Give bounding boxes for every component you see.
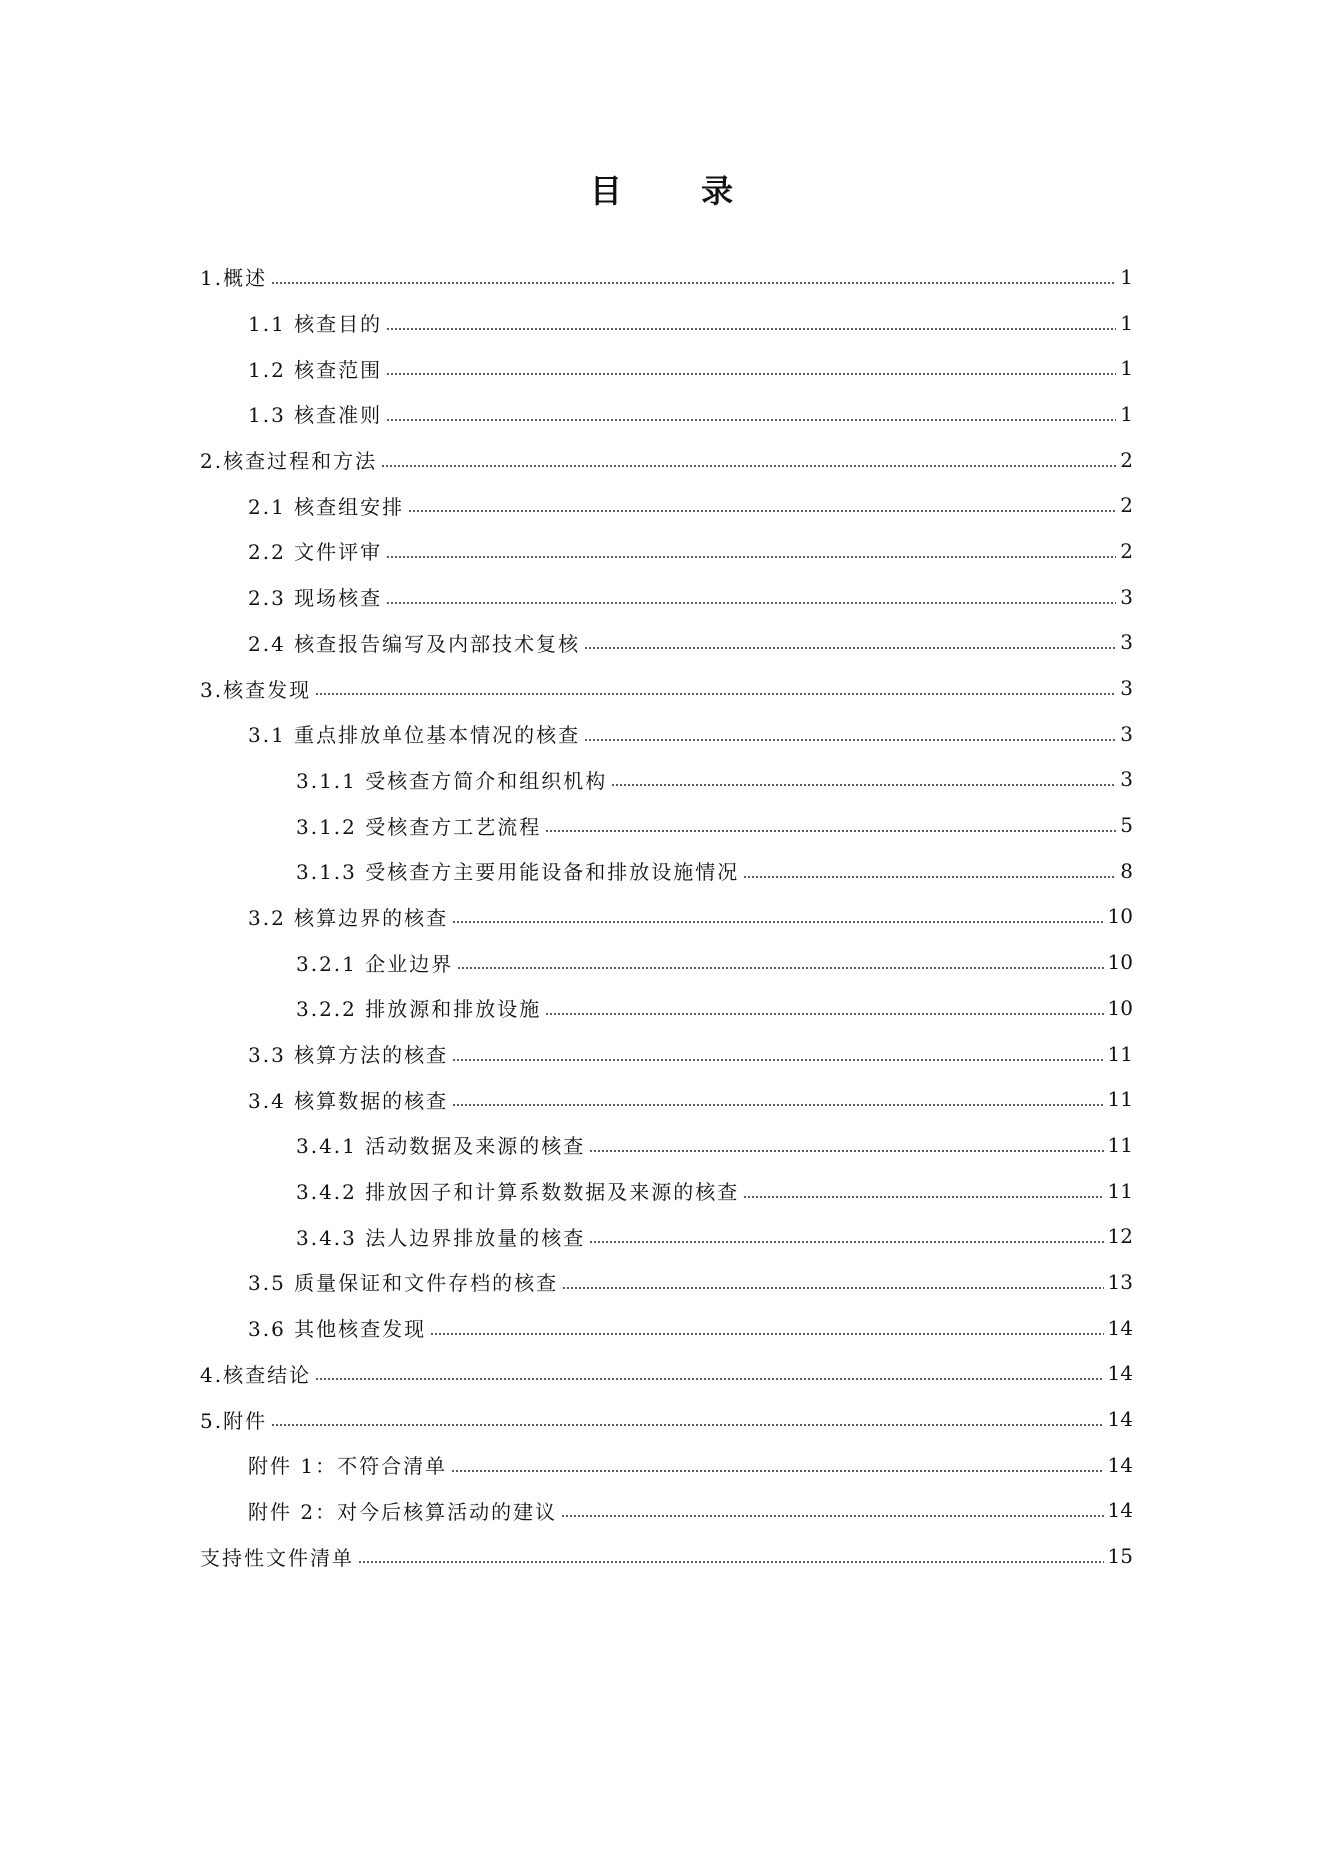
- dot-leader: [315, 1378, 1103, 1380]
- dot-leader: [611, 784, 1116, 786]
- toc-entry-page: 11: [1107, 1087, 1133, 1112]
- dot-leader: [545, 830, 1116, 832]
- dot-leader: [561, 1515, 1103, 1517]
- toc-entry-page: 3: [1120, 630, 1133, 655]
- toc-entry-page: 2: [1120, 447, 1133, 472]
- toc-entry[interactable]: [200, 391, 1133, 437]
- toc-entry-label: 4.核查结论: [200, 1362, 312, 1387]
- dot-leader: [386, 328, 1116, 330]
- toc-entry-page: 13: [1107, 1269, 1133, 1294]
- toc-entry-page: 10: [1107, 904, 1133, 929]
- page-title: 目 录: [589, 172, 768, 210]
- toc-entry-label: 3.2.1 企业边界: [296, 951, 454, 976]
- toc-entry-page: 11: [1107, 1178, 1133, 1203]
- dot-leader: [386, 602, 1116, 604]
- toc-entry[interactable]: [200, 1351, 1133, 1397]
- toc-entry-label: 2.2 文件评审: [248, 540, 383, 565]
- toc-entry[interactable]: [200, 1533, 1133, 1579]
- toc-entry-label: 5.附件: [200, 1408, 268, 1433]
- toc-entry-page: 14: [1107, 1361, 1133, 1386]
- toc-entry-page: 2: [1120, 538, 1133, 563]
- toc-entry-label: 1.2 核查范围: [248, 357, 383, 382]
- dot-leader: [457, 967, 1103, 969]
- toc-entry[interactable]: [200, 1488, 1133, 1534]
- dot-leader: [408, 510, 1116, 512]
- toc-entry-page: 3: [1120, 721, 1133, 746]
- toc-entry[interactable]: [200, 345, 1133, 391]
- dot-leader: [584, 739, 1116, 741]
- toc-entry[interactable]: [200, 757, 1133, 803]
- dot-leader: [386, 373, 1116, 375]
- toc-entry-page: 12: [1107, 1224, 1133, 1249]
- toc-entry[interactable]: [200, 848, 1133, 894]
- toc-entry-label: 3.4.3 法人边界排放量的核查: [296, 1225, 586, 1250]
- toc-entry-label: 3.1.1 受核查方简介和组织机构: [296, 768, 608, 793]
- toc-entry-label: 2.4 核查报告编写及内部技术复核: [248, 631, 581, 656]
- toc-entry-page: 14: [1107, 1452, 1133, 1477]
- dot-leader: [315, 693, 1116, 695]
- toc-entry[interactable]: [200, 802, 1133, 848]
- dot-leader: [452, 921, 1103, 923]
- toc-entry-label: 3.1 重点排放单位基本情况的核查: [248, 723, 581, 748]
- toc-entry-page: 5: [1120, 813, 1133, 838]
- dot-leader: [430, 1333, 1103, 1335]
- toc-entry-label: 3.3 核算方法的核查: [248, 1043, 449, 1068]
- toc-entry-page: 2: [1120, 493, 1133, 518]
- toc-entry-label: 2.1 核查组安排: [248, 494, 405, 519]
- dot-leader: [589, 1150, 1103, 1152]
- toc-entry-label: 3.4.1 活动数据及来源的核查: [296, 1134, 586, 1159]
- toc-entry[interactable]: [200, 1305, 1133, 1351]
- toc-entry-label: 1.概述: [200, 266, 268, 291]
- toc-entry[interactable]: [200, 1168, 1133, 1214]
- toc-entry-page: 14: [1107, 1498, 1133, 1523]
- toc-entry[interactable]: [200, 300, 1133, 346]
- dot-leader: [562, 1287, 1103, 1289]
- toc-entry[interactable]: [200, 985, 1133, 1031]
- toc-entry-page: 1: [1120, 401, 1133, 426]
- toc-entry-page: 3: [1120, 584, 1133, 609]
- dot-leader: [271, 1424, 1103, 1426]
- toc-entry-label: 附件 1：不符合清单: [248, 1454, 448, 1479]
- dot-leader: [545, 1013, 1103, 1015]
- dot-leader: [386, 556, 1116, 558]
- dot-leader: [452, 1059, 1103, 1061]
- toc-entry-label: 3.4.2 排放因子和计算系数数据及来源的核查: [296, 1180, 740, 1205]
- dot-leader: [386, 419, 1116, 421]
- toc-entry-label: 附件 2：对今后核算活动的建议: [248, 1499, 558, 1524]
- toc-entry[interactable]: [200, 939, 1133, 985]
- toc-entry-page: 14: [1107, 1407, 1133, 1432]
- toc-entry[interactable]: [200, 894, 1133, 940]
- toc-entry[interactable]: [200, 1396, 1133, 1442]
- toc-entry-label: 3.核查发现: [200, 677, 312, 702]
- toc-entry-page: 10: [1107, 950, 1133, 975]
- dot-leader: [381, 465, 1116, 467]
- toc-entry[interactable]: [200, 620, 1133, 666]
- toc-entry-page: 3: [1120, 767, 1133, 792]
- toc-entry-page: 3: [1120, 676, 1133, 701]
- toc-entry-label: 3.2.2 排放源和排放设施: [296, 997, 542, 1022]
- toc-entry-page: 11: [1107, 1132, 1133, 1157]
- dot-leader: [271, 282, 1116, 284]
- toc-entry[interactable]: [200, 254, 1133, 300]
- dot-leader: [743, 876, 1116, 878]
- toc-entry-label: 3.6 其他核查发现: [248, 1317, 427, 1342]
- toc-entry-page: 8: [1120, 858, 1133, 883]
- toc-entry-label: 1.1 核查目的: [248, 312, 383, 337]
- toc-entry[interactable]: [200, 574, 1133, 620]
- toc-entry[interactable]: [200, 1259, 1133, 1305]
- toc-entry[interactable]: [200, 711, 1133, 757]
- toc-entry-page: 1: [1120, 356, 1133, 381]
- toc-entry-label: 3.1.3 受核查方主要用能设备和排放设施情况: [296, 860, 740, 885]
- table-of-contents: [200, 254, 1133, 1579]
- toc-entry-label: 3.1.2 受核查方工艺流程: [296, 814, 542, 839]
- dot-leader: [589, 1241, 1103, 1243]
- toc-entry-label: 1.3 核查准则: [248, 403, 383, 428]
- dot-leader: [584, 647, 1116, 649]
- toc-entry-label: 3.4 核算数据的核查: [248, 1088, 449, 1113]
- toc-entry-page: 10: [1107, 995, 1133, 1020]
- toc-entry-page: 14: [1107, 1315, 1133, 1340]
- toc-entry[interactable]: [200, 1031, 1133, 1077]
- toc-entry[interactable]: [200, 437, 1133, 483]
- toc-entry-page: 15: [1107, 1544, 1133, 1569]
- toc-entry[interactable]: [200, 1213, 1133, 1259]
- toc-entry-label: 3.2 核算边界的核查: [248, 905, 449, 930]
- toc-entry[interactable]: [200, 665, 1133, 711]
- toc-entry[interactable]: [200, 1442, 1133, 1488]
- toc-entry[interactable]: [200, 528, 1133, 574]
- dot-leader: [451, 1470, 1103, 1472]
- toc-entry-page: 1: [1120, 264, 1133, 289]
- toc-entry-label: 2.核查过程和方法: [200, 449, 378, 474]
- toc-entry-label: 3.5 质量保证和文件存档的核查: [248, 1271, 559, 1296]
- toc-entry-label: 支持性文件清单: [200, 1545, 354, 1570]
- toc-entry[interactable]: [200, 1122, 1133, 1168]
- dot-leader: [358, 1561, 1104, 1563]
- toc-entry[interactable]: [200, 482, 1133, 528]
- dot-leader: [452, 1104, 1103, 1106]
- toc-entry[interactable]: [200, 1076, 1133, 1122]
- dot-leader: [743, 1196, 1103, 1198]
- toc-entry-page: 11: [1107, 1041, 1133, 1066]
- toc-entry-label: 2.3 现场核查: [248, 586, 383, 611]
- toc-entry-page: 1: [1120, 310, 1133, 335]
